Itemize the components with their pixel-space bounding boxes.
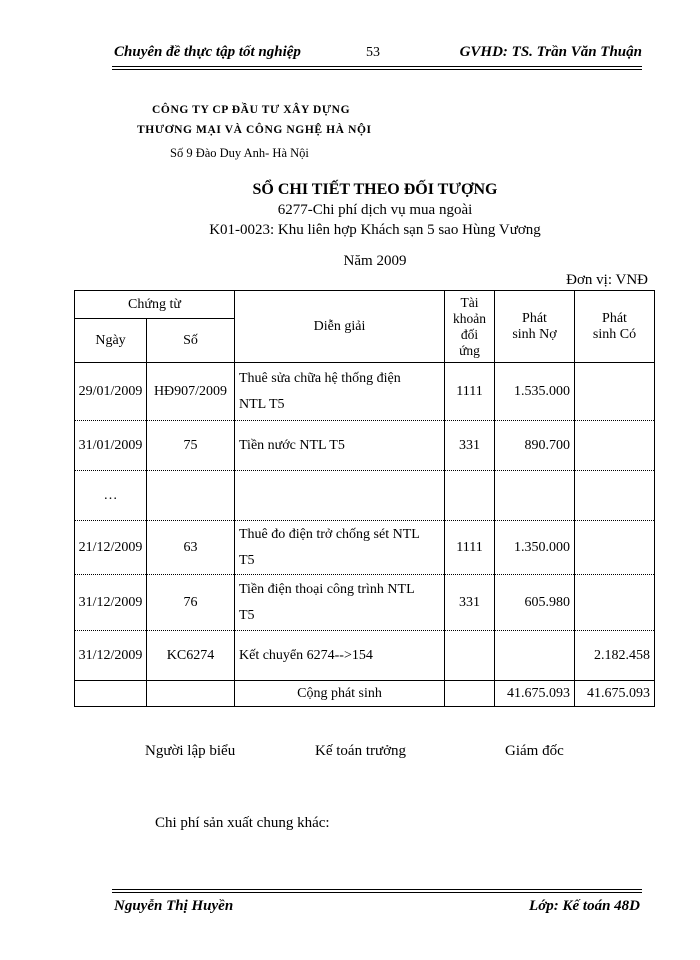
- ledger-title: SỔ CHI TIẾT THEO ĐỐI TƯỢNG: [252, 181, 498, 198]
- company-address: Số 9 Đào Duy Anh- Hà Nội: [170, 146, 309, 160]
- total-date: [75, 681, 147, 707]
- row-credit: [575, 471, 655, 521]
- row-description-l2: T5: [239, 607, 255, 623]
- total-credit: 41.675.093: [575, 681, 655, 707]
- row-number: 75: [147, 421, 235, 471]
- row-debit: 605.980: [495, 575, 575, 631]
- row-number: [147, 471, 235, 521]
- row-number: 76: [147, 575, 235, 631]
- row-credit: [575, 521, 655, 575]
- header-left-text: Chuyên đề thực tập tốt nghiệp: [114, 44, 301, 60]
- row-description-l1: Tiền nước NTL T5: [239, 437, 345, 453]
- header-credit-l2: sinh Có: [592, 326, 637, 342]
- row-description: [235, 575, 445, 631]
- footer-rule: [112, 889, 642, 890]
- row-description-l1: Tiền điện thoại công trình NTL: [239, 581, 415, 597]
- row-account: 1111: [445, 363, 495, 421]
- footer-rule-2: [112, 892, 642, 893]
- row-description: [235, 631, 445, 681]
- row-account: 331: [445, 575, 495, 631]
- table-total-row: [75, 681, 655, 707]
- page-number: 53: [366, 45, 380, 60]
- note-text: Chi phí sản xuất chung khác:: [155, 815, 330, 831]
- row-date: 31/12/2009: [75, 631, 147, 681]
- header-voucher: Chứng từ: [75, 291, 235, 319]
- table-row: [75, 575, 655, 631]
- header-number: Số: [147, 319, 235, 363]
- row-description-l2: T5: [239, 552, 255, 568]
- row-credit: 2.182.458: [575, 631, 655, 681]
- header-debit-l2: sinh Nợ: [512, 326, 557, 342]
- header-account-l4: ứng: [459, 342, 480, 358]
- header-account-l1: Tài: [460, 294, 479, 310]
- footer-class: Lớp: Kế toán 48D: [529, 898, 640, 914]
- header-debit: [495, 291, 575, 363]
- table-row-ellipsis: [75, 471, 655, 521]
- header-rule-2: [112, 69, 642, 70]
- table-row: [75, 421, 655, 471]
- total-number: [147, 681, 235, 707]
- row-debit: 890.700: [495, 421, 575, 471]
- row-account: [445, 631, 495, 681]
- row-date: 31/01/2009: [75, 421, 147, 471]
- row-description-l1: Kết chuyển 6274-->154: [239, 647, 373, 663]
- row-date: 31/12/2009: [75, 575, 147, 631]
- row-description: [235, 363, 445, 421]
- row-credit: [575, 421, 655, 471]
- table-row: [75, 631, 655, 681]
- row-credit: [575, 363, 655, 421]
- ledger-year: Năm 2009: [343, 253, 407, 269]
- header-rule: [112, 66, 642, 67]
- header-account: [445, 291, 495, 363]
- header-date: Ngày: [75, 319, 147, 363]
- header-credit: [575, 291, 655, 363]
- total-label: Cộng phát sinh: [235, 681, 445, 707]
- header-credit-l1: Phát: [602, 310, 627, 326]
- row-account: 331: [445, 421, 495, 471]
- header-description: Diễn giải: [235, 291, 445, 363]
- row-credit: [575, 575, 655, 631]
- row-account: [445, 471, 495, 521]
- row-description-l1: Thuê đo điện trở chống sét NTL: [239, 526, 420, 542]
- table-row: [75, 363, 655, 421]
- company-name-line2: THƯƠNG MẠI VÀ CÔNG NGHỆ HÀ NỘI: [137, 124, 372, 136]
- row-debit: 1.350.000: [495, 521, 575, 575]
- row-description: [235, 471, 445, 521]
- total-account: [445, 681, 495, 707]
- footer-author: Nguyễn Thị Huyền: [114, 898, 234, 914]
- row-description: [235, 421, 445, 471]
- row-description-l2: NTL T5: [239, 396, 285, 412]
- row-description: [235, 521, 445, 575]
- ledger-project: K01-0023: Khu liên hợp Khách sạn 5 sao Hùng Vương: [209, 222, 541, 238]
- signature-preparer: Người lập biểu: [145, 743, 236, 759]
- header-right-text: GVHD: TS. Trần Văn Thuận: [459, 44, 642, 60]
- row-number: HĐ907/2009: [147, 363, 235, 421]
- row-description-l1: Thuê sửa chữa hệ thống điện: [239, 370, 401, 386]
- row-account: 1111: [445, 521, 495, 575]
- header-account-l2: khoản: [453, 310, 486, 326]
- row-date: 29/01/2009: [75, 363, 147, 421]
- table-row: [75, 521, 655, 575]
- header-account-l3: đối: [460, 326, 479, 342]
- row-number: KC6274: [147, 631, 235, 681]
- company-name-line1: CÔNG TY CP ĐẦU TƯ XÂY DỰNG: [152, 104, 351, 116]
- currency-unit: Đơn vị: VNĐ: [566, 272, 648, 288]
- row-date: 21/12/2009: [75, 521, 147, 575]
- row-debit: [495, 631, 575, 681]
- signature-director: Giám đốc: [505, 743, 564, 759]
- row-date: …: [75, 471, 147, 521]
- total-debit: 41.675.093: [495, 681, 575, 707]
- row-number: 63: [147, 521, 235, 575]
- ledger-table: [74, 290, 655, 707]
- row-debit: [495, 471, 575, 521]
- header-debit-l1: Phát: [522, 310, 547, 326]
- row-debit: 1.535.000: [495, 363, 575, 421]
- signature-chief-accountant: Kế toán trưởng: [315, 743, 407, 759]
- ledger-account: 6277-Chi phí dịch vụ mua ngoài: [277, 202, 473, 218]
